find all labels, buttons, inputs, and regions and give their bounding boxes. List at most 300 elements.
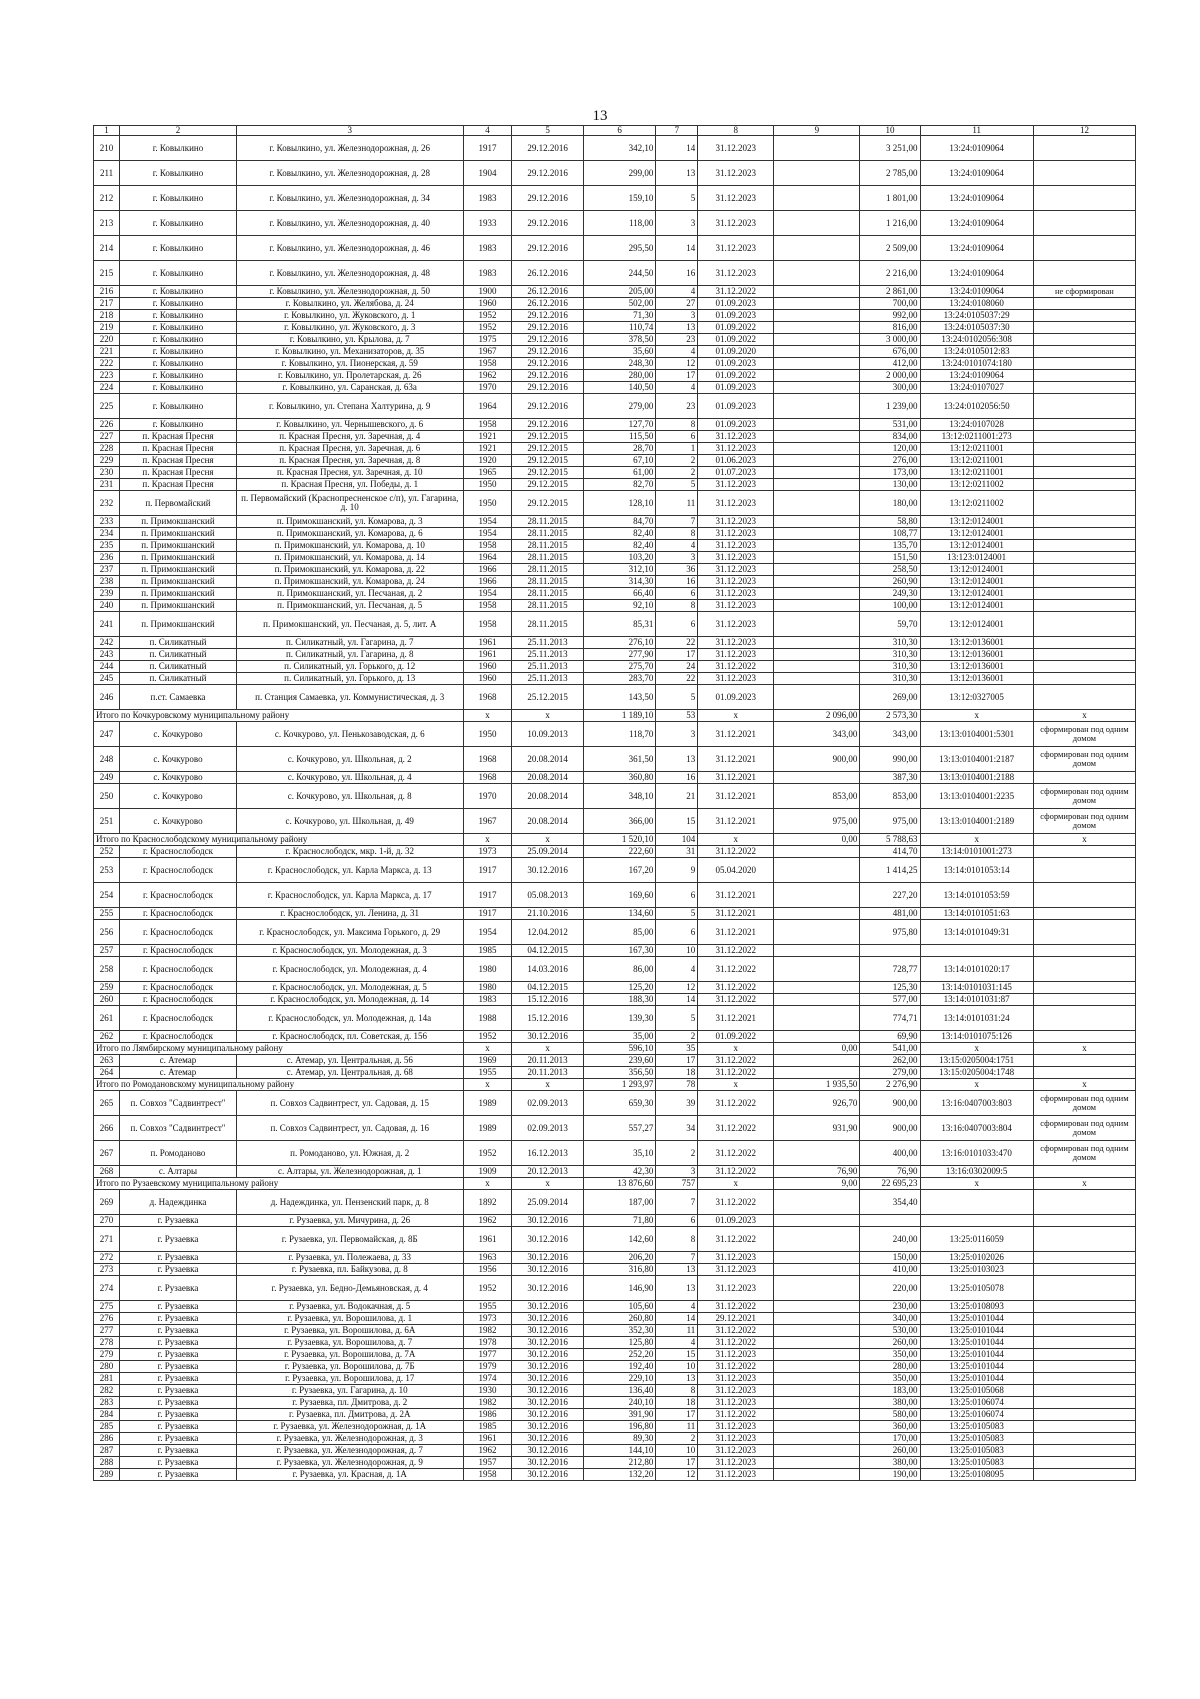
note-cell — [1033, 161, 1135, 186]
note-cell — [1033, 1264, 1135, 1276]
address-cell: г. Ковылкино, ул. Жуковского, д. 1 — [236, 310, 463, 322]
year-built-cell: 1930 — [463, 1385, 512, 1397]
row-number-cell: 233 — [94, 516, 120, 528]
address-cell: г. Рузаевка, ул. Первомайская, д. 8Б — [236, 1227, 463, 1252]
plot-area-cell: 173,00 — [860, 467, 920, 479]
land-area-cell — [774, 161, 860, 186]
date-cell: 10.09.2013 — [512, 722, 583, 747]
deadline-cell: 31.12.2022 — [698, 1361, 774, 1373]
deadline-cell: 31.12.2023 — [698, 1276, 774, 1301]
page-number: 13 — [592, 108, 608, 124]
note-cell — [1033, 772, 1135, 784]
area-cell: 35,10 — [583, 1141, 656, 1166]
date-cell: 29.12.2016 — [512, 310, 583, 322]
row-number-cell: 223 — [94, 370, 120, 382]
deadline-cell: 01.09.2020 — [698, 346, 774, 358]
deadline-cell: 31.12.2023 — [698, 136, 774, 161]
column-header: 4 — [463, 126, 512, 136]
settlement-cell: п. Красная Пресня — [120, 467, 237, 479]
plot-area-cell: 69,90 — [860, 1031, 920, 1043]
address-cell: г. Рузаевка, ул. Красная, д. 1А — [236, 1469, 463, 1481]
residents-cell: 5 — [656, 1006, 698, 1031]
note-cell — [1033, 1252, 1135, 1264]
cadastral-number-cell: 13:25:0105083 — [920, 1457, 1033, 1469]
table-row — [94, 564, 1136, 576]
plot-area-cell — [860, 945, 920, 957]
district-total-row — [94, 1178, 1136, 1190]
cadastral-number-cell: 13:25:0102026 — [920, 1252, 1033, 1264]
settlement-cell: г. Краснослободск — [120, 1031, 237, 1043]
date-cell: 29.12.2015 — [512, 431, 583, 443]
address-cell: г. Краснослободск, ул. Молодежная, д. 14а — [236, 1006, 463, 1031]
table-row — [94, 455, 1136, 467]
date-cell: 02.09.2013 — [512, 1116, 583, 1141]
area-cell: 71,80 — [583, 1215, 656, 1227]
year-built-cell: 1966 — [463, 576, 512, 588]
row-number-cell: 215 — [94, 261, 120, 286]
settlement-cell: г. Рузаевка — [120, 1252, 237, 1264]
settlement-cell: с. Кочкурово — [120, 722, 237, 747]
table-row — [94, 1116, 1136, 1141]
table-row — [94, 1361, 1136, 1373]
year-built-cell: 1961 — [463, 1227, 512, 1252]
plot-area-cell: 180,00 — [860, 491, 920, 516]
year-built-cell: 1974 — [463, 1373, 512, 1385]
land-area-cell — [774, 1337, 860, 1349]
settlement-cell: г. Краснослободск — [120, 994, 237, 1006]
address-cell: п. Примокшанский, ул. Комарова, д. 24 — [236, 576, 463, 588]
year-built-cell: 1968 — [463, 772, 512, 784]
row-number-cell: 280 — [94, 1361, 120, 1373]
row-number-cell: 284 — [94, 1409, 120, 1421]
plot-area-cell: 580,00 — [860, 1409, 920, 1421]
note-cell — [1033, 649, 1135, 661]
residents-cell: 2 — [656, 1433, 698, 1445]
note-cell — [1033, 576, 1135, 588]
note-cell — [1033, 310, 1135, 322]
deadline-cell: 01.09.2023 — [698, 382, 774, 394]
land-area-cell — [774, 1457, 860, 1469]
address-cell: г. Краснослободск, ул. Максима Горького, д. 29 — [236, 920, 463, 945]
land-area-cell — [774, 588, 860, 600]
plot-area-cell: 100,00 — [860, 600, 920, 612]
date-total: x — [512, 1178, 583, 1190]
address-cell: п. Примокшанский, ул. Комарова, д. 3 — [236, 516, 463, 528]
deadline-cell: 01.09.2023 — [698, 1215, 774, 1227]
date-cell: 16.12.2013 — [512, 1141, 583, 1166]
year-built-cell: 1958 — [463, 1469, 512, 1481]
plot-area-cell: 350,00 — [860, 1373, 920, 1385]
address-cell: г. Ковылкино, ул. Жуковского, д. 3 — [236, 322, 463, 334]
residents-cell: 4 — [656, 540, 698, 552]
note-cell — [1033, 957, 1135, 982]
land-area-cell — [774, 479, 860, 491]
note-cell — [1033, 1409, 1135, 1421]
date-cell: 20.11.2013 — [512, 1067, 583, 1079]
address-cell: п. Примокшанский, ул. Комарова, д. 6 — [236, 528, 463, 540]
row-number-cell: 259 — [94, 982, 120, 994]
address-cell: г. Ковылкино, ул. Железнодорожная, д. 26 — [236, 136, 463, 161]
table-row — [94, 846, 1136, 858]
area-cell: 212,80 — [583, 1457, 656, 1469]
cadastral-number-cell: 13:24:0109064 — [920, 136, 1033, 161]
area-cell: 67,10 — [583, 455, 656, 467]
note-cell — [1033, 467, 1135, 479]
year-built-cell: 1966 — [463, 564, 512, 576]
area-cell: 159,10 — [583, 186, 656, 211]
date-cell: 30.12.2016 — [512, 1215, 583, 1227]
land-area-cell — [774, 1264, 860, 1276]
area-cell: 28,70 — [583, 443, 656, 455]
area-cell: 127,70 — [583, 419, 656, 431]
land-area-cell — [774, 136, 860, 161]
address-cell: г. Краснослободск, ул. Молодежная, д. 14 — [236, 994, 463, 1006]
land-area-cell — [774, 382, 860, 394]
table-row — [94, 673, 1136, 685]
year-built-cell: 1980 — [463, 982, 512, 994]
deadline-cell: 31.12.2022 — [698, 661, 774, 673]
note-cell — [1033, 945, 1135, 957]
address-cell: г. Рузаевка, пл. Дмитрова, д. 2 — [236, 1397, 463, 1409]
plot-area-total: 2 276,90 — [860, 1079, 920, 1091]
address-cell: г. Рузаевка, ул. Железнодорожная, д. 7 — [236, 1445, 463, 1457]
residents-cell: 4 — [656, 286, 698, 298]
settlement-cell: с. Кочкурово — [120, 809, 237, 834]
land-area-cell — [774, 1227, 860, 1252]
table-row — [94, 1031, 1136, 1043]
settlement-cell: п. Совхоз "Садвинтрест" — [120, 1116, 237, 1141]
row-number-cell: 244 — [94, 661, 120, 673]
date-cell: 30.12.2016 — [512, 1433, 583, 1445]
cadastral-number-cell: 13:16:0302009:5 — [920, 1166, 1033, 1178]
cadastral-number-cell: 13:24:0102056:50 — [920, 394, 1033, 419]
plot-area-cell: 260,00 — [860, 1337, 920, 1349]
table-row — [94, 994, 1136, 1006]
date-cell: 30.12.2016 — [512, 1409, 583, 1421]
row-number-cell: 210 — [94, 136, 120, 161]
year-built-cell: 1969 — [463, 1055, 512, 1067]
cadastral-number-cell: 13:12:0124001 — [920, 516, 1033, 528]
table-row — [94, 1313, 1136, 1325]
row-number-cell: 229 — [94, 455, 120, 467]
row-number-cell: 216 — [94, 286, 120, 298]
deadline-cell: 31.12.2022 — [698, 957, 774, 982]
date-cell: 30.12.2016 — [512, 1469, 583, 1481]
address-cell: г. Ковылкино, ул. Пролетарская, д. 26 — [236, 370, 463, 382]
land-area-total: 1 935,50 — [774, 1079, 860, 1091]
address-cell: п. Силикатный, ул. Гагарина, д. 8 — [236, 649, 463, 661]
table-row — [94, 1433, 1136, 1445]
residents-cell: 7 — [656, 1252, 698, 1264]
area-cell: 118,00 — [583, 211, 656, 236]
plot-area-cell: 2 785,00 — [860, 161, 920, 186]
plot-area-total: 22 695,23 — [860, 1178, 920, 1190]
table-row — [94, 1264, 1136, 1276]
settlement-cell: г. Рузаевка — [120, 1361, 237, 1373]
address-cell: п. Силикатный, ул. Гагарина, д. 7 — [236, 637, 463, 649]
land-area-cell — [774, 540, 860, 552]
table-row — [94, 883, 1136, 908]
note-cell — [1033, 382, 1135, 394]
date-cell: 15.12.2016 — [512, 994, 583, 1006]
date-cell: 30.12.2016 — [512, 1325, 583, 1337]
residents-cell: 18 — [656, 1397, 698, 1409]
year-built-cell: 1968 — [463, 685, 512, 710]
year-built-total: x — [463, 710, 512, 722]
residents-cell: 10 — [656, 1361, 698, 1373]
row-number-cell: 257 — [94, 945, 120, 957]
address-cell: г. Рузаевка, ул. Водокачная, д. 5 — [236, 1301, 463, 1313]
row-number-cell: 262 — [94, 1031, 120, 1043]
deadline-cell: 31.12.2023 — [698, 1385, 774, 1397]
settlement-cell: г. Ковылкино — [120, 286, 237, 298]
note-cell — [1033, 588, 1135, 600]
date-cell: 25.11.2013 — [512, 661, 583, 673]
note-cell — [1033, 419, 1135, 431]
area-total: 1 189,10 — [583, 710, 656, 722]
cadastral-number-cell — [920, 945, 1033, 957]
land-area-cell — [774, 637, 860, 649]
land-area-cell — [774, 661, 860, 673]
table-row — [94, 370, 1136, 382]
address-cell: г. Ковылкино, ул. Железнодорожная, д. 50 — [236, 286, 463, 298]
table-row — [94, 1166, 1136, 1178]
settlement-cell: п. Примокшанский — [120, 600, 237, 612]
plot-area-cell: 125,30 — [860, 982, 920, 994]
area-cell: 86,00 — [583, 957, 656, 982]
deadline-cell: 31.12.2023 — [698, 637, 774, 649]
date-cell: 28.11.2015 — [512, 588, 583, 600]
year-built-cell: 1963 — [463, 1252, 512, 1264]
note-cell — [1033, 1349, 1135, 1361]
plot-area-cell: 150,00 — [860, 1252, 920, 1264]
table-row — [94, 516, 1136, 528]
note-cell — [1033, 1276, 1135, 1301]
area-cell: 299,00 — [583, 161, 656, 186]
deadline-cell: 31.12.2023 — [698, 516, 774, 528]
deadline-cell: 31.12.2023 — [698, 564, 774, 576]
year-built-cell: 1970 — [463, 382, 512, 394]
settlement-cell: п. Примокшанский — [120, 540, 237, 552]
note-cell — [1033, 1067, 1135, 1079]
area-cell: 85,00 — [583, 920, 656, 945]
date-cell: 29.12.2015 — [512, 491, 583, 516]
address-cell: г. Ковылкино, ул. Железнодорожная, д. 48 — [236, 261, 463, 286]
area-cell: 92,10 — [583, 600, 656, 612]
address-cell: г. Рузаевка, пл. Дмитрова, д. 2А — [236, 1409, 463, 1421]
land-area-cell — [774, 685, 860, 710]
land-area-cell — [774, 552, 860, 564]
row-number-cell: 250 — [94, 784, 120, 809]
land-area-cell — [774, 1385, 860, 1397]
address-cell: г. Рузаевка, ул. Ворошилова, д. 7 — [236, 1337, 463, 1349]
plot-area-cell: 700,00 — [860, 298, 920, 310]
deadline-cell: 01.09.2023 — [698, 358, 774, 370]
area-cell: 82,40 — [583, 540, 656, 552]
land-area-cell — [774, 298, 860, 310]
address-cell: с. Кочкурово, ул. Школьная, д. 4 — [236, 772, 463, 784]
settlement-cell: г. Рузаевка — [120, 1385, 237, 1397]
address-cell: г. Рузаевка, ул. Полежаева, д. 33 — [236, 1252, 463, 1264]
cadastral-number-cell: 13:25:0116059 — [920, 1227, 1033, 1252]
table-row — [94, 161, 1136, 186]
residents-cell: 3 — [656, 211, 698, 236]
settlement-cell: г. Краснослободск — [120, 957, 237, 982]
settlement-cell: п. Первомайский — [120, 491, 237, 516]
address-cell: п. Станция Самаевка, ул. Коммунистическая, д. 3 — [236, 685, 463, 710]
deadline-cell: 31.12.2023 — [698, 1252, 774, 1264]
table-row — [94, 1445, 1136, 1457]
settlement-cell: г. Рузаевка — [120, 1421, 237, 1433]
year-built-cell: 1917 — [463, 883, 512, 908]
date-cell: 29.12.2016 — [512, 211, 583, 236]
cadastral-number-cell: 13:14:0101053:59 — [920, 883, 1033, 908]
address-cell: с. Атемар, ул. Центральная, д. 56 — [236, 1055, 463, 1067]
plot-area-cell: 380,00 — [860, 1397, 920, 1409]
residents-cell: 14 — [656, 994, 698, 1006]
deadline-cell: 31.12.2023 — [698, 612, 774, 637]
land-area-cell — [774, 443, 860, 455]
residents-cell: 13 — [656, 1264, 698, 1276]
area-cell: 240,10 — [583, 1397, 656, 1409]
table-row — [94, 576, 1136, 588]
residents-cell: 13 — [656, 1373, 698, 1385]
deadline-cell: 31.12.2023 — [698, 540, 774, 552]
plot-area-cell: 151,50 — [860, 552, 920, 564]
date-cell: 29.12.2015 — [512, 443, 583, 455]
note-cell: сформирован под одним домом — [1033, 1091, 1135, 1116]
land-area-cell: 926,70 — [774, 1091, 860, 1116]
plot-area-cell: 387,30 — [860, 772, 920, 784]
deadline-cell: 31.12.2021 — [698, 883, 774, 908]
land-area-cell — [774, 322, 860, 334]
date-cell: 21.10.2016 — [512, 908, 583, 920]
deadline-cell: 31.12.2023 — [698, 552, 774, 564]
land-area-cell — [774, 419, 860, 431]
land-area-cell — [774, 612, 860, 637]
cadastral-number-cell: 13:12:0136001 — [920, 649, 1033, 661]
settlement-cell: п. Примокшанский — [120, 576, 237, 588]
plot-area-cell: 310,30 — [860, 637, 920, 649]
column-header: 5 — [512, 126, 583, 136]
area-cell: 144,10 — [583, 1445, 656, 1457]
table-row — [94, 358, 1136, 370]
year-built-cell: 1904 — [463, 161, 512, 186]
date-cell: 15.12.2016 — [512, 1006, 583, 1031]
plot-area-cell: 135,70 — [860, 540, 920, 552]
settlement-cell: г. Рузаевка — [120, 1469, 237, 1481]
area-cell: 196,80 — [583, 1421, 656, 1433]
plot-area-cell: 354,40 — [860, 1190, 920, 1215]
deadline-cell: 31.12.2023 — [698, 443, 774, 455]
cadastral-number-cell: 13:12:0124001 — [920, 588, 1033, 600]
cadastral-number-cell: 13:12:0136001 — [920, 673, 1033, 685]
plot-area-cell: 260,90 — [860, 576, 920, 588]
note-cell — [1033, 600, 1135, 612]
address-cell: г. Ковылкино, ул. Степана Халтурина, д. 9 — [236, 394, 463, 419]
year-built-cell: 1958 — [463, 612, 512, 637]
cadastral-number-cell: 13:12:0136001 — [920, 637, 1033, 649]
address-cell: г. Ковылкино, ул. Саранская, д. 63а — [236, 382, 463, 394]
district-total-label: Итого по Лямбирскому муниципальному району — [94, 1043, 464, 1055]
deadline-cell: 31.12.2021 — [698, 772, 774, 784]
column-header: 11 — [920, 126, 1033, 136]
address-cell: г. Рузаевка, ул. Мичурина, д. 26 — [236, 1215, 463, 1227]
residents-cell: 4 — [656, 1337, 698, 1349]
year-built-cell: 1956 — [463, 1264, 512, 1276]
land-area-cell — [774, 1067, 860, 1079]
area-cell: 391,90 — [583, 1409, 656, 1421]
cadastral-number-cell: 13:12:0136001 — [920, 661, 1033, 673]
address-cell: г. Ковылкино, ул. Железнодорожная, д. 28 — [236, 161, 463, 186]
address-cell: г. Рузаевка, ул. Ворошилова, д. 7Б — [236, 1361, 463, 1373]
land-area-cell — [774, 1433, 860, 1445]
year-built-cell: 1954 — [463, 516, 512, 528]
land-area-cell: 900,00 — [774, 747, 860, 772]
plot-area-total: 2 573,30 — [860, 710, 920, 722]
cadastral-number-cell: 13:12:0124001 — [920, 576, 1033, 588]
area-cell: 342,10 — [583, 136, 656, 161]
plot-area-cell: 2 216,00 — [860, 261, 920, 286]
column-header-row — [94, 126, 1136, 136]
address-cell: с. Кочкурово, ул. Школьная, д. 2 — [236, 747, 463, 772]
cadastral-number-cell: 13:12:0211001:273 — [920, 431, 1033, 443]
address-cell: г. Краснослободск, ул. Карла Маркса, д. 13 — [236, 858, 463, 883]
row-number-cell: 236 — [94, 552, 120, 564]
land-area-cell — [774, 1006, 860, 1031]
address-cell: г. Ковылкино, ул. Пионерская, д. 59 — [236, 358, 463, 370]
deadline-cell: 31.12.2022 — [698, 982, 774, 994]
date-cell: 29.12.2016 — [512, 346, 583, 358]
table-row — [94, 1325, 1136, 1337]
settlement-cell: г. Рузаевка — [120, 1264, 237, 1276]
settlement-cell: г. Ковылкино — [120, 161, 237, 186]
settlement-cell: г. Рузаевка — [120, 1313, 237, 1325]
deadline-cell: 31.12.2023 — [698, 479, 774, 491]
note-cell — [1033, 685, 1135, 710]
date-cell: 25.09.2014 — [512, 846, 583, 858]
settlement-cell: г. Ковылкино — [120, 370, 237, 382]
settlement-cell: г. Ковылкино — [120, 310, 237, 322]
plot-area-cell: 975,00 — [860, 809, 920, 834]
settlement-cell: п. Силикатный — [120, 673, 237, 685]
deadline-cell: 31.12.2023 — [698, 1373, 774, 1385]
deadline-cell: 31.12.2022 — [698, 1141, 774, 1166]
area-cell: 283,70 — [583, 673, 656, 685]
plot-area-cell: 190,00 — [860, 1469, 920, 1481]
residents-cell: 2 — [656, 1031, 698, 1043]
plot-area-total: 541,00 — [860, 1043, 920, 1055]
area-cell: 132,20 — [583, 1469, 656, 1481]
land-area-cell — [774, 370, 860, 382]
date-cell: 29.12.2016 — [512, 186, 583, 211]
column-header: 6 — [583, 126, 656, 136]
plot-area-cell: 834,00 — [860, 431, 920, 443]
note-cell: сформирован под одним домом — [1033, 747, 1135, 772]
deadline-cell: 29.12.2021 — [698, 1313, 774, 1325]
cadastral-number-cell: 13:16:0407003:804 — [920, 1116, 1033, 1141]
cadastral-number-cell: 13:123:0124001 — [920, 552, 1033, 564]
settlement-cell: п. Красная Пресня — [120, 443, 237, 455]
plot-area-cell: 310,30 — [860, 661, 920, 673]
year-built-cell: 1965 — [463, 467, 512, 479]
row-number-cell: 283 — [94, 1397, 120, 1409]
area-cell: 502,00 — [583, 298, 656, 310]
column-header: 7 — [656, 126, 698, 136]
year-built-total: x — [463, 1043, 512, 1055]
cadastral-number-cell: 13:15:0205004:1751 — [920, 1055, 1033, 1067]
residents-cell: 21 — [656, 784, 698, 809]
